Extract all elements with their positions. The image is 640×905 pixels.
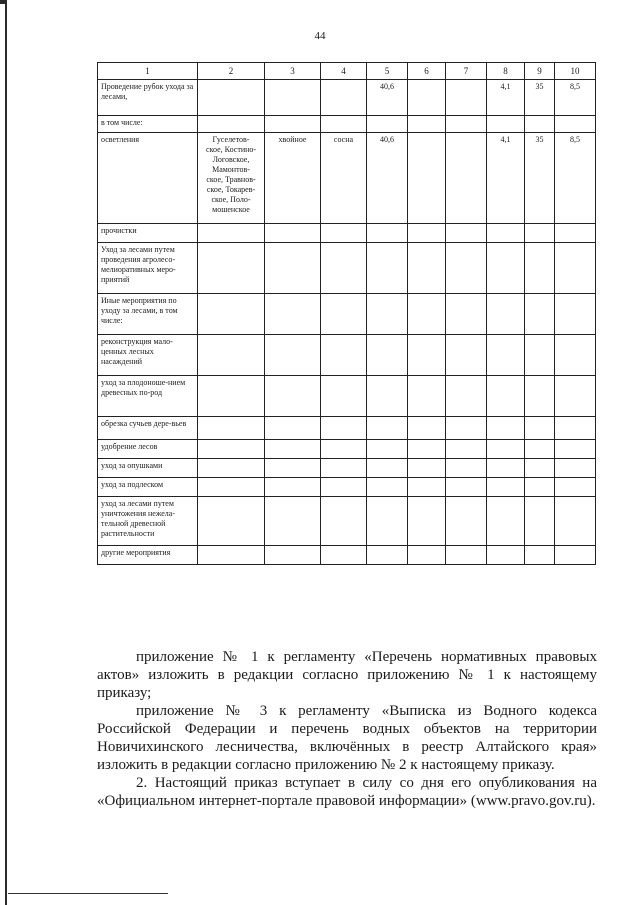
table-cell xyxy=(525,133,555,224)
table-cell xyxy=(487,335,525,376)
cell-text: прочистки xyxy=(101,226,137,235)
table-cell xyxy=(525,335,555,376)
cell-text: 8,5 xyxy=(570,82,580,91)
table-cell xyxy=(446,80,487,116)
table-row xyxy=(98,376,596,417)
table-cell xyxy=(367,459,408,478)
table-cell xyxy=(198,116,265,133)
table-cell xyxy=(555,80,596,116)
cell-text: уход за плодоноше-нием древесных по-род xyxy=(101,378,186,397)
table-row xyxy=(98,116,596,133)
cell-text: удобрение лесов xyxy=(101,442,158,451)
activity-cell xyxy=(98,478,198,497)
table-cell xyxy=(525,417,555,440)
activity-cell xyxy=(98,243,198,294)
table-cell xyxy=(367,497,408,546)
table-cell xyxy=(367,417,408,440)
table-cell xyxy=(321,497,367,546)
table-cell xyxy=(487,440,525,459)
cell-text: 40,6 xyxy=(380,82,394,91)
column-header: 4 xyxy=(321,63,367,80)
table-cell xyxy=(408,478,446,497)
table-cell xyxy=(367,335,408,376)
table-cell xyxy=(265,497,321,546)
activity-cell xyxy=(98,497,198,546)
table-cell xyxy=(525,459,555,478)
table-row xyxy=(98,80,596,116)
scan-left-edge xyxy=(5,0,7,905)
table-header-row xyxy=(98,63,596,80)
cell-text: реконструкция мало-ценных лесных насаждений xyxy=(101,337,173,366)
table-cell xyxy=(198,440,265,459)
table-cell xyxy=(446,335,487,376)
table-cell xyxy=(265,116,321,133)
table-cell xyxy=(367,440,408,459)
table-cell xyxy=(555,459,596,478)
table-cell xyxy=(265,546,321,565)
table-cell xyxy=(555,224,596,243)
document-body xyxy=(97,648,597,810)
table-cell xyxy=(487,376,525,417)
table-cell xyxy=(198,335,265,376)
table-cell xyxy=(367,376,408,417)
table-cell xyxy=(408,80,446,116)
column-header: 10 xyxy=(555,63,596,80)
table-cell xyxy=(555,133,596,224)
table-row xyxy=(98,497,596,546)
table-cell xyxy=(321,243,367,294)
table-cell xyxy=(487,116,525,133)
table-cell xyxy=(446,294,487,335)
table-cell xyxy=(265,294,321,335)
table-row xyxy=(98,335,596,376)
table-cell xyxy=(367,224,408,243)
activity-cell xyxy=(98,546,198,565)
table-cell xyxy=(367,243,408,294)
table-cell xyxy=(265,459,321,478)
table-row xyxy=(98,224,596,243)
table-row xyxy=(98,440,596,459)
table-cell xyxy=(446,376,487,417)
table-cell xyxy=(198,376,265,417)
table-cell xyxy=(446,417,487,440)
table-cell xyxy=(555,417,596,440)
table-cell xyxy=(408,224,446,243)
table-cell xyxy=(198,459,265,478)
table-cell xyxy=(525,440,555,459)
table-cell xyxy=(367,80,408,116)
table-cell xyxy=(367,133,408,224)
table-row xyxy=(98,546,596,565)
table-cell xyxy=(321,478,367,497)
cell-text: 4,1 xyxy=(500,82,511,91)
activity-cell xyxy=(98,440,198,459)
table-cell xyxy=(198,294,265,335)
table-row xyxy=(98,133,596,224)
table-cell xyxy=(321,459,367,478)
scan-top-mark xyxy=(0,0,6,4)
activity-cell xyxy=(98,133,198,224)
table-cell xyxy=(487,80,525,116)
cell-text: 8,5 xyxy=(570,135,580,144)
footnote-rule xyxy=(8,893,168,894)
table-cell xyxy=(487,133,525,224)
table-cell xyxy=(321,440,367,459)
cell-text: 4,1 xyxy=(500,135,511,144)
table-cell xyxy=(198,243,265,294)
table-cell xyxy=(555,335,596,376)
table-cell xyxy=(408,440,446,459)
table-cell xyxy=(198,478,265,497)
table-cell xyxy=(525,294,555,335)
cell-text: 40,6 xyxy=(380,135,394,144)
table-cell xyxy=(487,497,525,546)
table-cell xyxy=(487,459,525,478)
paragraph-appendix-3: приложение № 3 к регламенту «Выписка из Водного кодекса Российской Федерации и перечень водных объектов на территории Новичихинского лесничества, включённых в реестр Алтайского края» изложить в редакции согласно приложению № 2 к настоящему приказу. xyxy=(97,703,597,773)
table-cell xyxy=(446,116,487,133)
table-cell xyxy=(321,224,367,243)
table-row xyxy=(98,417,596,440)
cell-text: осветления xyxy=(101,135,140,144)
cell-text: обрезка сучьев дере-вьев xyxy=(101,419,187,428)
column-header: 8 xyxy=(487,63,525,80)
table-cell xyxy=(555,243,596,294)
table-cell xyxy=(408,133,446,224)
page-number: 44 xyxy=(314,30,326,42)
table-cell xyxy=(408,459,446,478)
table-cell xyxy=(446,546,487,565)
cell-text: в том числе: xyxy=(101,118,143,127)
cell-text: другие мероприятия xyxy=(101,548,171,557)
table-cell xyxy=(408,546,446,565)
cell-text: Иные мероприятия по уходу за лесами, в том числе: xyxy=(101,296,178,325)
table-cell xyxy=(487,243,525,294)
cell-text: сосна xyxy=(333,135,354,144)
table-cell xyxy=(321,80,367,116)
cell-text: Проведение рубок ухода за лесами, xyxy=(101,82,194,101)
table-row xyxy=(98,294,596,335)
table-cell xyxy=(265,243,321,294)
table-cell xyxy=(555,478,596,497)
table-row xyxy=(98,459,596,478)
cell-text: Уход за лесами путем проведения агролесо-мелиоративных меро-приятий xyxy=(101,245,176,284)
column-header: 1 xyxy=(98,63,198,80)
cell-text: уход за лесами путем уничтожения нежела-тельной древесной растительности xyxy=(101,499,176,538)
table-cell xyxy=(408,116,446,133)
table-cell xyxy=(525,497,555,546)
column-header: 7 xyxy=(446,63,487,80)
column-header: 5 xyxy=(367,63,408,80)
table-cell xyxy=(408,243,446,294)
table-cell xyxy=(487,546,525,565)
activity-cell xyxy=(98,80,198,116)
table-cell xyxy=(446,133,487,224)
cell-text: уход за подлеском xyxy=(101,480,164,489)
table-cell xyxy=(555,116,596,133)
table-cell xyxy=(265,335,321,376)
table-cell xyxy=(367,478,408,497)
table-cell xyxy=(408,294,446,335)
table-cell xyxy=(408,376,446,417)
activity-cell xyxy=(98,294,198,335)
table-cell xyxy=(265,376,321,417)
table-cell xyxy=(446,459,487,478)
table-cell xyxy=(321,546,367,565)
table-cell xyxy=(525,376,555,417)
table-row xyxy=(98,478,596,497)
table-cell xyxy=(265,80,321,116)
table-cell xyxy=(367,294,408,335)
table-cell xyxy=(198,497,265,546)
table-cell xyxy=(321,376,367,417)
table-cell xyxy=(446,478,487,497)
cell-text: хвойное xyxy=(278,135,307,144)
forest-care-table xyxy=(97,62,596,565)
table-cell xyxy=(198,80,265,116)
table-cell xyxy=(265,133,321,224)
cell-text: уход за опушками xyxy=(101,461,163,470)
cell-text: Гуселетов- ское, Костино- Логовское, Мамонтов- ское, Травнов- ское, Токарев- ское, Поло- мошенское xyxy=(205,135,257,214)
table-cell xyxy=(265,417,321,440)
table-cell xyxy=(525,243,555,294)
table-cell xyxy=(525,80,555,116)
table-cell xyxy=(408,417,446,440)
table-cell xyxy=(555,440,596,459)
table-cell xyxy=(321,133,367,224)
activity-cell xyxy=(98,224,198,243)
table-cell xyxy=(525,478,555,497)
table-cell xyxy=(408,335,446,376)
table-cell xyxy=(487,294,525,335)
table-cell xyxy=(487,417,525,440)
table-cell xyxy=(487,224,525,243)
table-cell xyxy=(321,335,367,376)
table-cell xyxy=(408,497,446,546)
table-cell xyxy=(321,116,367,133)
table-cell xyxy=(555,497,596,546)
table-cell xyxy=(265,478,321,497)
table-cell xyxy=(555,376,596,417)
column-header: 3 xyxy=(265,63,321,80)
table-cell xyxy=(198,417,265,440)
table-cell xyxy=(265,224,321,243)
table-cell xyxy=(446,440,487,459)
column-header: 6 xyxy=(408,63,446,80)
table-cell xyxy=(446,243,487,294)
table-cell xyxy=(555,546,596,565)
table-cell xyxy=(198,224,265,243)
column-header: 2 xyxy=(198,63,265,80)
activity-cell xyxy=(98,459,198,478)
table-cell xyxy=(367,116,408,133)
column-header: 9 xyxy=(525,63,555,80)
table-cell xyxy=(446,497,487,546)
table-row xyxy=(98,243,596,294)
table-cell xyxy=(446,224,487,243)
table-cell xyxy=(555,294,596,335)
activity-cell xyxy=(98,116,198,133)
activity-cell xyxy=(98,335,198,376)
activity-cell xyxy=(98,376,198,417)
table-cell xyxy=(525,546,555,565)
cell-text: 35 xyxy=(535,82,544,91)
table-cell xyxy=(525,116,555,133)
table-cell xyxy=(198,133,265,224)
activity-cell xyxy=(98,417,198,440)
paragraph-appendix-1: приложение № 1 к регламенту «Перечень нормативных правовых актов» изложить в редакции согласно приложению № 1 к настоящему приказу; xyxy=(97,649,597,701)
table-cell xyxy=(321,417,367,440)
table-cell xyxy=(525,224,555,243)
cell-text: 35 xyxy=(535,135,544,144)
paragraph-effective-date: 2. Настоящий приказ вступает в силу со дня его опубликования на «Официальном интернет-портале правовой информации» (www.pravo.gov.ru). xyxy=(97,775,597,809)
table-cell xyxy=(265,440,321,459)
table-cell xyxy=(487,478,525,497)
table-cell xyxy=(321,294,367,335)
table-cell xyxy=(367,546,408,565)
table-cell xyxy=(198,546,265,565)
